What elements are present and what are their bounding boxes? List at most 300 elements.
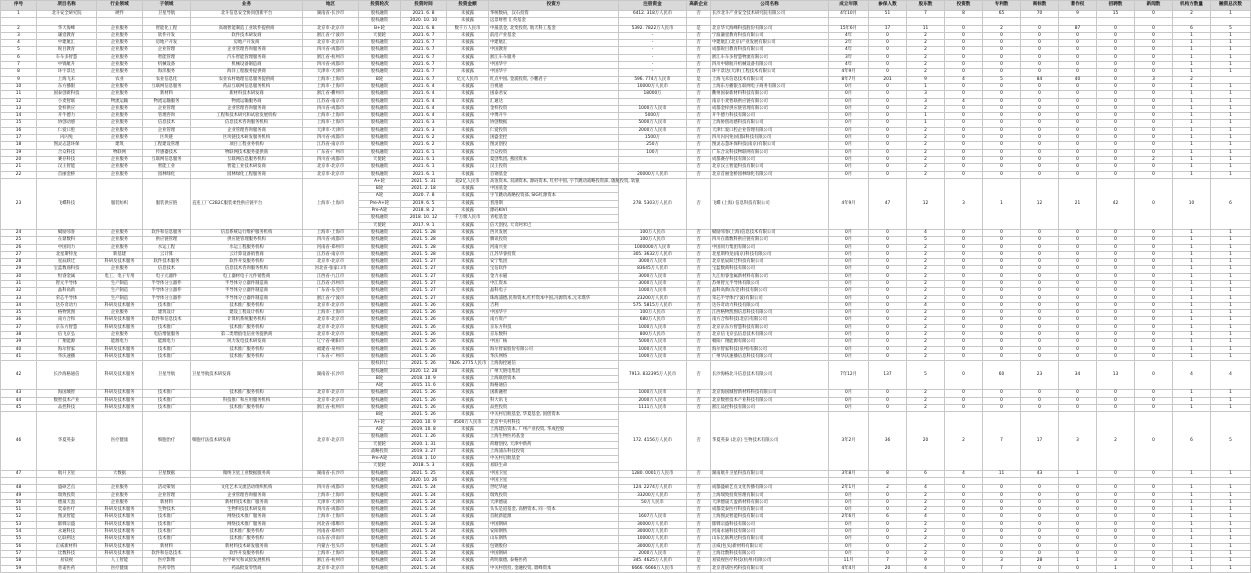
cell-org[interactable]: 1 [1173,339,1211,346]
cell-cr[interactable]: 1 [1059,558,1097,565]
cell-sh[interactable]: 2 [907,266,945,273]
cell-org[interactable]: 1 [1173,135,1211,142]
cell-pat[interactable]: 0 [983,113,1021,120]
cell-hitech[interactable]: 否 [687,11,711,18]
cell-investor[interactable]: 国泰君安 [489,91,619,98]
cell-fin[interactable]: 1 [1211,324,1251,331]
cell-company[interactable]: 四川中锦航升机械设备有限公司 [711,62,829,69]
cell-sub[interactable]: 技术推广 [143,536,191,543]
cell-job[interactable]: 0 [1097,324,1135,331]
cell-date[interactable]: 2020. 1. 31 [401,441,447,448]
cell-age[interactable]: 0月 [829,91,869,98]
cell-amount[interactable]: 未披露 [447,456,489,463]
cell-hitech[interactable]: 否 [687,550,711,557]
cell-tm[interactable]: 0 [1021,339,1059,346]
cell-amount[interactable]: 未披露 [447,266,489,273]
cell-sh[interactable]: 2 [907,280,945,287]
table-row[interactable] [1,507,1251,514]
cell-age[interactable]: 0月 [829,164,869,171]
cell-sh[interactable]: 12 [907,178,945,229]
cell-pat[interactable]: 0 [983,98,1021,105]
cell-capital[interactable]: - [619,69,687,76]
cell-capital[interactable]: 30000万人民币 [619,529,687,536]
cell-age[interactable]: 0月 [829,295,869,302]
cell-inv[interactable]: 0 [945,91,983,98]
cell-sh[interactable]: 1 [907,83,945,90]
cell-date[interactable]: 2021. 5. 26 [401,405,447,412]
table-row[interactable] [1,244,1251,251]
cell-hitech[interactable]: 否 [687,237,711,244]
cell-industry[interactable]: 企业服务 [97,492,143,499]
cell-tm[interactable]: 0 [1021,346,1059,353]
cell-sub[interactable]: 生物技术 [143,507,191,514]
cell-news[interactable] [1135,478,1173,485]
cell-company[interactable]: 北星斯特龙(南京)科技有限公司 [711,251,829,258]
cell-name[interactable] [37,478,97,485]
cell-no[interactable]: 3 [1,32,37,39]
cell-hitech[interactable]: 否 [687,310,711,317]
cell-cr[interactable]: 0 [1059,565,1097,572]
cell-cr[interactable]: 0 [1059,353,1097,360]
cell-region[interactable]: 四川省-成都市 [303,485,359,492]
cell-tm[interactable]: 43 [1021,470,1059,477]
cell-investor[interactable]: 上海海控通信 [489,361,619,368]
cell-amount[interactable]: 未披露 [447,69,489,76]
cell-age[interactable]: 0月 [829,507,869,514]
cell-tm[interactable]: 0 [1021,514,1059,521]
cell-inv[interactable]: 0 [945,565,983,572]
cell-org[interactable] [1173,18,1211,25]
cell-ins[interactable]: 0 [869,142,907,149]
cell-capital[interactable]: 30000万人民币 [619,521,687,528]
table-row[interactable] [1,324,1251,331]
cell-round[interactable]: 股权融资 [359,353,401,360]
cell-sh[interactable]: 2 [907,492,945,499]
cell-age[interactable]: 0月 [829,536,869,543]
cell-sh[interactable]: 2 [907,507,945,514]
cell-tm[interactable]: 0 [1021,120,1059,127]
cell-job[interactable]: 0 [1097,105,1135,112]
cell-round[interactable]: 股权融资 [359,499,401,506]
cell-round[interactable]: 股权融资 [359,11,401,18]
cell-news[interactable]: 0 [1135,536,1173,543]
cell-region[interactable]: 北京市-北京市 [303,164,359,171]
cell-round[interactable]: 股权融资 [359,543,401,550]
cell-job[interactable]: 0 [1097,507,1135,514]
table-row[interactable] [1,405,1251,412]
cell-job[interactable]: 0 [1097,353,1135,360]
cell-tm[interactable]: 0 [1021,164,1059,171]
cell-hitech[interactable]: 否 [687,83,711,90]
cell-company[interactable]: 达芬奇动力科技有限公司 [711,302,829,309]
cell-no[interactable]: 49 [1,492,37,499]
cell-job[interactable]: 0 [1097,339,1135,346]
cell-no[interactable]: 27 [1,251,37,258]
cell-investor[interactable]: 中关村创投, 金融投资, 鼎峰资本 [489,565,619,572]
cell-capital[interactable]: 2000万人民币 [619,127,687,134]
cell-industry[interactable]: 企业服务 [97,54,143,61]
cell-inv[interactable]: 0 [945,529,983,536]
cell-no[interactable]: 14 [1,113,37,120]
cell-name[interactable]: 北斗安全研究院 [37,11,97,18]
table-row[interactable] [1,521,1251,528]
cell-no[interactable]: 43 [1,390,37,397]
cell-industry[interactable]: 企业服务 [97,485,143,492]
cell-inv[interactable]: 0 [945,40,983,47]
cell-date[interactable]: 2021. 6. 8 [401,25,447,32]
cell-age[interactable]: 0月 [829,120,869,127]
cell-tm[interactable]: 0 [1021,324,1059,331]
cell-cr[interactable]: 0 [1059,310,1097,317]
table-row[interactable] [1,485,1251,492]
cell-amount[interactable]: 未披露 [447,390,489,397]
cell-amount[interactable]: 亿元人民币 [447,76,489,83]
cell-news[interactable]: 0 [1135,317,1173,324]
cell-tm[interactable]: 0 [1021,149,1059,156]
cell-no[interactable]: 45 [1,405,37,412]
cell-sub[interactable]: 医药零售 [143,565,191,572]
cell-ins[interactable]: 0 [869,149,907,156]
cell-round[interactable]: 股权融资 [359,91,401,98]
cell-ins[interactable]: 51 [869,11,907,18]
cell-company[interactable]: 赋励邻客(上海)信息技术有限公司 [711,229,829,236]
cell-ins[interactable]: 47 [869,178,907,229]
cell-job[interactable]: 0 [1097,543,1135,550]
cell-org[interactable]: 1 [1173,244,1211,251]
cell-company[interactable]: 衢州国泰新材料科技有限公司 [711,91,829,98]
cell-inv[interactable]: 0 [945,171,983,178]
cell-region[interactable]: 上海市-上海市 [303,550,359,557]
cell-tm[interactable]: 0 [1021,529,1059,536]
cell-cr[interactable]: 0 [1059,244,1097,251]
cell-age[interactable] [829,478,869,485]
cell-fin[interactable]: 5 [1211,25,1251,32]
cell-company[interactable]: 北京华天海峰科技股份有限公司 [711,25,829,32]
table-row[interactable] [1,164,1251,171]
cell-company[interactable]: 成都金梓供应链管理有限公司 [711,105,829,112]
cell-industry[interactable]: 企业服务 [97,113,143,120]
cell-org[interactable]: 1 [1173,507,1211,514]
cell-job[interactable]: 0 [1097,397,1135,404]
cell-industry[interactable]: 企业服务 [97,332,143,339]
cell-no[interactable]: 37 [1,324,37,331]
cell-industry[interactable]: 企业服务 [97,244,143,251]
cell-age[interactable]: 4年 [829,47,869,54]
cell-ins[interactable]: 0 [869,32,907,39]
cell-hitech[interactable]: 否 [687,507,711,514]
table-row[interactable] [1,492,1251,499]
cell-round[interactable]: 股权融资 [359,514,401,521]
cell-round[interactable]: 股权融资 [359,536,401,543]
cell-sub[interactable]: 半导体分立器件 [143,288,191,295]
table-row[interactable] [1,40,1251,47]
cell-age[interactable]: 11月 [829,558,869,565]
cell-news[interactable]: 0 [1135,507,1173,514]
cell-news[interactable]: 0 [1135,266,1173,273]
cell-amount[interactable]: 未披露 [447,47,489,54]
cell-industry[interactable]: 科研及技术服务 [97,324,143,331]
cell-date[interactable]: 2017. 9. 1 [401,222,447,229]
cell-age[interactable]: 0月 [829,339,869,346]
cell-ins[interactable]: 17 [869,25,907,32]
cell-biz[interactable]: 企业管理咨询服务商 [191,127,303,134]
cell-inv[interactable]: 0 [945,47,983,54]
column-header[interactable]: 注册资金 [619,1,687,11]
cell-industry[interactable]: 硬件 [97,11,143,18]
cell-capital[interactable] [619,98,687,105]
cell-capital[interactable]: 680万人民币 [619,317,687,324]
cell-pat[interactable]: 0 [983,244,1021,251]
cell-fin[interactable]: 1 [1211,251,1251,258]
cell-inv[interactable]: 0 [945,485,983,492]
cell-cr[interactable]: 0 [1059,324,1097,331]
cell-ins[interactable]: 36 [869,412,907,470]
cell-cr[interactable]: 0 [1059,273,1097,280]
cell-region[interactable]: 福建省-泉州市 [303,346,359,353]
table-row[interactable] [1,135,1251,142]
cell-job[interactable]: 0 [1097,310,1135,317]
cell-org[interactable]: 1 [1173,62,1211,69]
cell-company[interactable]: 浙江品控科技有限公司 [711,405,829,412]
cell-org[interactable]: 4 [1173,361,1211,390]
cell-amount[interactable]: 未披露 [447,529,489,536]
cell-news[interactable]: 0 [1135,558,1173,565]
cell-age[interactable]: 0月 [829,302,869,309]
cell-news[interactable]: 0 [1135,543,1173,550]
cell-investor[interactable]: 广州天链电集团 [489,368,619,375]
column-header[interactable]: 高新企业 [687,1,711,11]
cell-org[interactable]: 1 [1173,346,1211,353]
cell-round[interactable]: 天使轮 [359,463,401,470]
cell-date[interactable]: 2021. 6. 7 [401,47,447,54]
cell-news[interactable]: 0 [1135,339,1173,346]
cell-date[interactable]: 2021. 6. 1 [401,149,447,156]
cell-amount[interactable]: 未披露 [447,375,489,382]
cell-sh[interactable]: 20 [907,412,945,470]
cell-news[interactable]: 0 [1135,69,1173,76]
cell-company[interactable]: 成都锐目教育科技有限公司 [711,47,829,54]
cell-sub[interactable] [143,478,191,485]
cell-inv[interactable]: 0 [945,332,983,339]
cell-hitech[interactable]: 否 [687,62,711,69]
cell-org[interactable]: 1 [1173,259,1211,266]
cell-date[interactable]: 2021. 5. 27 [401,259,447,266]
cell-sh[interactable]: 2 [907,332,945,339]
cell-amount[interactable]: 未披露 [447,244,489,251]
cell-tm[interactable]: 0 [1021,171,1059,178]
cell-news[interactable]: 0 [1135,120,1173,127]
cell-biz[interactable]: 物流运输服务商 [191,98,303,105]
cell-capital[interactable]: 800万人民币 [619,332,687,339]
cell-org[interactable]: 1 [1173,47,1211,54]
cell-region[interactable]: 江苏省-南京市 [303,142,359,149]
cell-biz[interactable]: 技术推广服务机构 [191,529,303,536]
cell-no[interactable]: 39 [1,339,37,346]
cell-org[interactable]: 1 [1173,156,1211,163]
cell-date[interactable]: 2019. 3. 27 [401,448,447,455]
table-row[interactable] [1,156,1251,163]
cell-date[interactable]: 2021. 5. 24 [401,507,447,514]
cell-name[interactable]: 首丽金桥 [37,171,97,178]
cell-sh[interactable]: 2 [907,69,945,76]
cell-capital[interactable]: 10000万人民币 [619,83,687,90]
cell-job[interactable]: 0 [1097,514,1135,521]
cell-company[interactable]: 荣芯半导体(宁波)有限公司 [711,295,829,302]
cell-capital[interactable]: 100万人民币 [619,310,687,317]
cell-date[interactable]: 2021. 5. 24 [401,536,447,543]
cell-investor[interactable]: 字节跳动战略投资部, SIG红源资本 [489,193,619,200]
cell-region[interactable]: 上海市-上海市 [303,229,359,236]
cell-round[interactable]: A轮 [359,193,401,200]
cell-age[interactable]: 0月 [829,390,869,397]
cell-inv[interactable]: 0 [945,149,983,156]
cell-pat[interactable]: 0 [983,499,1021,506]
cell-biz[interactable]: 技术推广服务机构 [191,405,303,412]
cell-job[interactable]: 0 [1097,521,1135,528]
cell-date[interactable]: 2021. 5. 26 [401,324,447,331]
cell-name[interactable]: 广翔能源 [37,339,97,346]
cell-cr[interactable]: 0 [1059,91,1097,98]
cell-company[interactable]: 广州华沃速播信息科技有限公司 [711,353,829,360]
cell-news[interactable]: 0 [1135,288,1173,295]
table-row[interactable] [1,302,1251,309]
cell-amount[interactable]: 未披露 [447,200,489,207]
cell-investor[interactable]: 易联生命 [489,463,619,470]
cell-inv[interactable]: 0 [945,397,983,404]
cell-age[interactable]: 4年 [829,62,869,69]
cell-cr[interactable]: 0 [1059,135,1097,142]
cell-pat[interactable]: 0 [983,514,1021,521]
cell-name[interactable]: 比数科技 [37,550,97,557]
cell-capital[interactable] [619,156,687,163]
cell-org[interactable]: 1 [1173,237,1211,244]
cell-news[interactable]: 0 [1135,346,1173,353]
cell-investor[interactable]: 中国教育 [489,47,619,54]
cell-date[interactable]: 2021. 5. 24 [401,529,447,536]
cell-age[interactable]: 0月 [829,543,869,550]
table-row[interactable] [1,113,1251,120]
cell-company[interactable]: 长沙海格北斗信息技术有限公司 [711,361,829,390]
cell-sub[interactable]: 新材料 [143,543,191,550]
cell-ins[interactable]: 0 [869,98,907,105]
cell-round[interactable]: 股权融资 [359,310,401,317]
cell-name[interactable]: 华天海峰 [37,25,97,32]
cell-cr[interactable]: 0 [1059,127,1097,134]
cell-fin[interactable]: 1 [1211,32,1251,39]
cell-fin[interactable]: 4 [1211,361,1251,390]
cell-name[interactable]: 开牛德力 [37,113,97,120]
cell-no[interactable]: 2 [1,25,37,32]
cell-sh[interactable]: 2 [907,127,945,134]
cell-news[interactable]: 0 [1135,310,1173,317]
cell-hitech[interactable]: 否 [687,127,711,134]
cell-investor[interactable]: 上海浦东科技投资 [489,448,619,455]
cell-no[interactable]: 31 [1,280,37,287]
cell-sub[interactable]: 技术推广 [143,397,191,404]
cell-sh[interactable]: 2 [907,543,945,550]
cell-news[interactable]: 0 [1135,324,1173,331]
cell-sh[interactable]: 2 [907,324,945,331]
column-header[interactable]: 投资轮次 [359,1,401,11]
cell-name[interactable]: 仁爱口腔 [37,127,97,134]
cell-capital[interactable]: 1000万人民币 [619,324,687,331]
cell-cr[interactable]: 0 [1059,40,1097,47]
cell-hitech[interactable]: 否 [687,390,711,397]
cell-capital[interactable]: 1000万人民币 [619,353,687,360]
cell-tm[interactable]: 0 [1021,499,1059,506]
cell-date[interactable]: 2021. 5. 28 [401,251,447,258]
cell-date[interactable]: 2021. 5. 24 [401,543,447,550]
cell-sh[interactable] [907,18,945,25]
cell-age[interactable]: 2年 [829,40,869,47]
cell-date[interactable]: 2021. 1. 26 [401,434,447,441]
cell-age[interactable]: 0月 [829,353,869,360]
cell-investor[interactable]: 中关村启航基金 [489,456,619,463]
cell-news[interactable]: 0 [1135,54,1173,61]
cell-job[interactable]: 3 [1097,558,1135,565]
cell-sub[interactable]: 传感器技术 [143,149,191,156]
cell-org[interactable]: 1 [1173,310,1211,317]
cell-biz[interactable]: 医学研究和试验发展机构 [191,558,303,565]
cell-region[interactable]: 上海市-上海市 [303,83,359,90]
table-row[interactable] [1,105,1251,112]
cell-tm[interactable]: 0 [1021,127,1059,134]
cell-sh[interactable]: 2 [907,346,945,353]
cell-fin[interactable]: 1 [1211,521,1251,528]
cell-job[interactable]: 0 [1097,91,1135,98]
table-row[interactable] [1,142,1251,149]
cell-tm[interactable]: 0 [1021,40,1059,47]
cell-region[interactable]: 上海市-上海市 [303,492,359,499]
cell-inv[interactable]: 0 [945,405,983,412]
cell-news[interactable]: 0 [1135,565,1173,572]
cell-region[interactable]: 四川省-成都市 [303,62,359,69]
cell-investor[interactable]: 上海生物医药基金 [489,434,619,441]
cell-industry[interactable]: 科研及技术服务 [97,361,143,390]
cell-date[interactable]: 2020. 12. 28 [401,368,447,375]
cell-region[interactable]: 北京市-北京市 [303,565,359,572]
cell-amount[interactable]: 未披露 [447,550,489,557]
cell-date[interactable]: 2021. 5. 28 [401,244,447,251]
cell-age[interactable]: 0月 [829,521,869,528]
cell-round[interactable]: Pre-A+轮 [359,200,401,207]
cell-investor[interactable]: 吉利 [489,302,619,309]
cell-age[interactable]: 0月 [829,244,869,251]
cell-cr[interactable]: 9 [1059,11,1097,18]
cell-no[interactable]: 29 [1,266,37,273]
cell-hitech[interactable]: 否 [687,69,711,76]
cell-biz[interactable]: 机械设备制造商 [191,62,303,69]
cell-sh[interactable]: 2 [907,47,945,54]
cell-pat[interactable]: 5 [983,76,1021,83]
cell-no[interactable]: 51 [1,507,37,514]
cell-cr[interactable]: 40 [1059,76,1097,83]
table-row[interactable] [1,32,1251,39]
cell-name[interactable]: 正威新材料 [37,543,97,550]
cell-region[interactable]: 浙江省-杭州市 [303,405,359,412]
cell-ins[interactable]: 0 [869,339,907,346]
cell-news[interactable]: 0 [1135,412,1173,470]
cell-sub[interactable]: 卫星导航 [143,11,191,18]
cell-capital[interactable]: 23200万人民币 [619,295,687,302]
cell-no[interactable]: 54 [1,529,37,536]
cell-job[interactable]: 0 [1097,470,1135,477]
cell-job[interactable]: 0 [1097,492,1135,499]
table-row[interactable] [1,280,1251,287]
cell-round[interactable]: 股权融资 [359,259,401,266]
cell-industry[interactable] [97,478,143,485]
cell-region[interactable]: 北京市-北京市 [303,302,359,309]
